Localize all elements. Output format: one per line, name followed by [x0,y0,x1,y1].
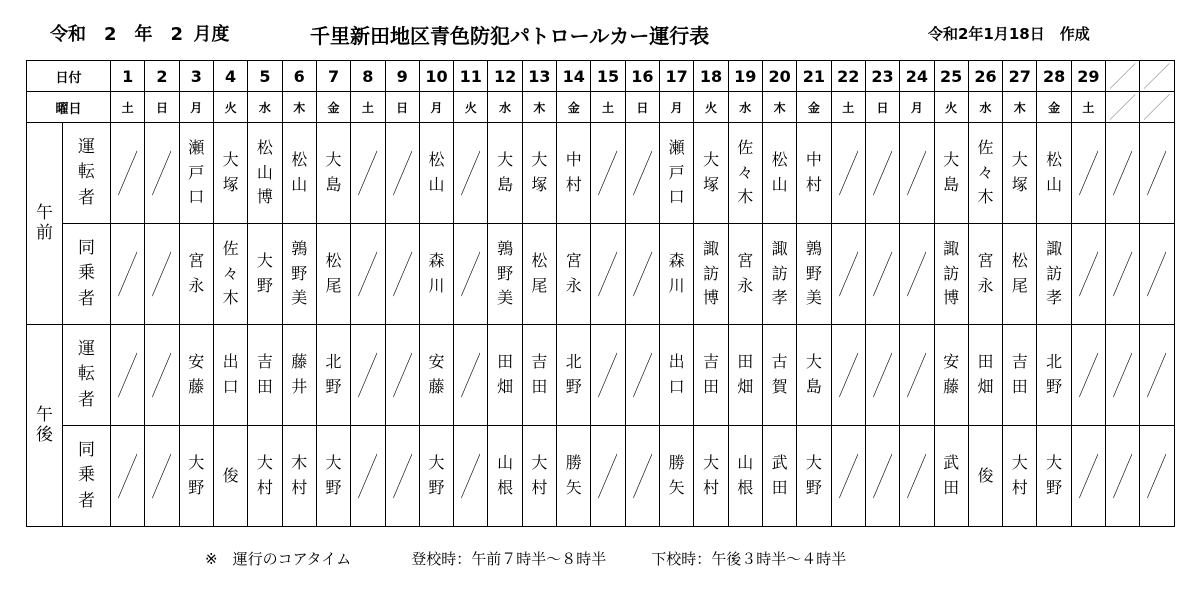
assignee-name: 大 村 [522,426,556,527]
assignee-name: 田 畑 [488,325,522,426]
no-patrol-slash [111,123,145,224]
no-patrol-slash [351,123,385,224]
day-number: 20 [762,61,796,92]
no-patrol-slash [831,426,865,527]
no-patrol-slash [1106,224,1140,325]
no-patrol-slash [454,123,488,224]
assignee-name: 吉 田 [248,325,282,426]
weekday: 金 [316,92,350,123]
assignee-name: 大 野 [316,426,350,527]
assignee-name: 出 口 [660,325,694,426]
assignee-name: 鶉 野 美 [488,224,522,325]
weekday: 月 [179,92,213,123]
no-patrol-slash [865,224,899,325]
assignee-name: 松 尾 [1003,224,1037,325]
no-patrol-slash [865,325,899,426]
weekday: 月 [419,92,453,123]
weekday: 土 [831,92,865,123]
duty-row [27,426,1175,527]
patrol-schedule-table [26,60,1175,527]
weekday: 土 [351,92,385,123]
day-number: 26 [968,61,1002,92]
assignee-name: 出 口 [213,325,247,426]
unused-day-slash [1106,92,1140,123]
assignee-name: 田 畑 [728,325,762,426]
day-number: 13 [522,61,556,92]
weekday: 水 [248,92,282,123]
assignee-name: 瀬 戸 口 [660,123,694,224]
assignee-name: 大 野 [797,426,831,527]
weekday: 木 [1003,92,1037,123]
day-number: 28 [1037,61,1071,92]
assignee-name: 松 山 [419,123,453,224]
no-patrol-slash [900,123,934,224]
day-number: 14 [557,61,591,92]
assignee-name: 大 村 [248,426,282,527]
no-patrol-slash [1140,426,1174,527]
assignee-name: 松 尾 [522,224,556,325]
assignee-name: 森 川 [660,224,694,325]
assignee-name: 北 野 [316,325,350,426]
no-patrol-slash [1071,224,1105,325]
assignee-name: 勝 矢 [660,426,694,527]
no-patrol-slash [900,325,934,426]
no-patrol-slash [111,224,145,325]
assignee-name: 宮 永 [557,224,591,325]
weekday: 木 [282,92,316,123]
assignee-name: 佐 々 木 [968,123,1002,224]
assignee-name: 宮 永 [179,224,213,325]
assignee-name: 木 村 [282,426,316,527]
date-row [27,61,1175,92]
weekday: 金 [1037,92,1071,123]
assignee-name: 松 尾 [316,224,350,325]
no-patrol-slash [625,224,659,325]
assignee-name: 宮 永 [968,224,1002,325]
weekday-label: 曜日 [27,92,111,123]
weekday: 火 [694,92,728,123]
assignee-name: 大 村 [694,426,728,527]
assignee-name: 吉 田 [1003,325,1037,426]
role-label: 同 乗 者 [63,426,111,527]
no-patrol-slash [625,325,659,426]
no-patrol-slash [591,123,625,224]
no-patrol-slash [145,224,179,325]
no-patrol-slash [831,123,865,224]
assignee-name: 佐 々 木 [213,224,247,325]
assignee-name: 吉 田 [522,325,556,426]
weekday: 木 [762,92,796,123]
assignee-name: 古 賀 [762,325,796,426]
assignee-name: 安 藤 [179,325,213,426]
weekday: 日 [865,92,899,123]
day-number: 24 [900,61,934,92]
day-number: 7 [316,61,350,92]
assignee-name: 大 野 [419,426,453,527]
weekday: 日 [145,92,179,123]
day-number: 27 [1003,61,1037,92]
day-number: 2 [145,61,179,92]
day-number: 29 [1071,61,1105,92]
no-patrol-slash [591,224,625,325]
assignee-name: 田 畑 [968,325,1002,426]
day-number: 16 [625,61,659,92]
no-patrol-slash [385,325,419,426]
assignee-name: 藤 井 [282,325,316,426]
day-number: 5 [248,61,282,92]
weekday: 火 [454,92,488,123]
document-title: 千里新田地区青色防犯パトロールカー運行表 [310,24,710,48]
no-patrol-slash [351,325,385,426]
no-patrol-slash [591,325,625,426]
day-number: 15 [591,61,625,92]
day-number: 8 [351,61,385,92]
no-patrol-slash [145,325,179,426]
no-patrol-slash [454,224,488,325]
assignee-name: 武 田 [934,426,968,527]
assignee-name: 俊 [968,426,1002,527]
assignee-name: 鶉 野 美 [282,224,316,325]
assignee-name: 佐 々 木 [728,123,762,224]
day-number: 21 [797,61,831,92]
weekday: 火 [213,92,247,123]
no-patrol-slash [900,224,934,325]
day-number: 9 [385,61,419,92]
period-label: 午 前 [27,123,63,325]
no-patrol-slash [1106,123,1140,224]
assignee-name: 北 野 [1037,325,1071,426]
assignee-name: 吉 田 [694,325,728,426]
no-patrol-slash [1140,325,1174,426]
day-number: 6 [282,61,316,92]
assignee-name: 安 藤 [419,325,453,426]
no-patrol-slash [385,426,419,527]
assignee-name: 安 藤 [934,325,968,426]
weekday: 金 [797,92,831,123]
assignee-name: 大 野 [1037,426,1071,527]
no-patrol-slash [1071,123,1105,224]
no-patrol-slash [1106,325,1140,426]
no-patrol-slash [454,325,488,426]
day-number: 3 [179,61,213,92]
day-number: 22 [831,61,865,92]
assignee-name: 大 野 [179,426,213,527]
assignee-name: 諏 訪 孝 [762,224,796,325]
weekday: 日 [385,92,419,123]
no-patrol-slash [145,123,179,224]
assignee-name: 山 根 [488,426,522,527]
day-number: 4 [213,61,247,92]
assignee-name: 瀬 戸 口 [179,123,213,224]
weekday: 土 [591,92,625,123]
unused-day-slash [1140,92,1174,123]
role-label: 運 転 者 [63,325,111,426]
weekday: 土 [1071,92,1105,123]
created-date: 令和2年1月18日 作成 [928,25,1090,43]
unused-day-slash [1140,61,1174,92]
no-patrol-slash [865,123,899,224]
duty-row [27,123,1175,224]
assignee-name: 北 野 [557,325,591,426]
role-label: 運 転 者 [63,123,111,224]
day-number: 10 [419,61,453,92]
weekday: 日 [625,92,659,123]
assignee-name: 大 塚 [213,123,247,224]
weekday: 金 [557,92,591,123]
assignee-name: 勝 矢 [557,426,591,527]
assignee-name: 山 根 [728,426,762,527]
assignee-name: 中 村 [797,123,831,224]
assignee-name: 大 島 [316,123,350,224]
assignee-name: 森 川 [419,224,453,325]
day-number: 19 [728,61,762,92]
assignee-name: 松 山 [762,123,796,224]
no-patrol-slash [625,426,659,527]
assignee-name: 大 塚 [522,123,556,224]
no-patrol-slash [1140,224,1174,325]
assignee-name: 諏 訪 孝 [1037,224,1071,325]
day-number: 25 [934,61,968,92]
assignee-name: 大 塚 [1003,123,1037,224]
assignee-name: 大 野 [248,224,282,325]
no-patrol-slash [111,325,145,426]
assignee-name: 諏 訪 博 [694,224,728,325]
assignee-name: 中 村 [557,123,591,224]
assignee-name: 鶉 野 美 [797,224,831,325]
weekday: 火 [934,92,968,123]
assignee-name: 宮 永 [728,224,762,325]
duty-row [27,325,1175,426]
assignee-name: 武 田 [762,426,796,527]
date-label: 日付 [27,61,111,92]
no-patrol-slash [591,426,625,527]
no-patrol-slash [454,426,488,527]
weekday: 月 [900,92,934,123]
assignee-name: 大 島 [488,123,522,224]
assignee-name: 松 山 博 [248,123,282,224]
weekday-row [27,92,1175,123]
weekday: 木 [522,92,556,123]
no-patrol-slash [145,426,179,527]
assignee-name: 俊 [213,426,247,527]
period-label: 午 後 [27,325,63,527]
day-number: 12 [488,61,522,92]
assignee-name: 大 塚 [694,123,728,224]
core-time-note: ※ 運行のコアタイム 登校時：午前７時半～８時半 下校時：午後３時半～４時半 [205,550,847,568]
duty-row [27,224,1175,325]
no-patrol-slash [831,325,865,426]
day-number: 18 [694,61,728,92]
no-patrol-slash [625,123,659,224]
weekday: 水 [488,92,522,123]
no-patrol-slash [865,426,899,527]
day-number: 11 [454,61,488,92]
no-patrol-slash [385,123,419,224]
day-number: 23 [865,61,899,92]
assignee-name: 大 村 [1003,426,1037,527]
day-number: 1 [111,61,145,92]
assignee-name: 諏 訪 博 [934,224,968,325]
assignee-name: 大 島 [797,325,831,426]
no-patrol-slash [351,224,385,325]
assignee-name: 松 山 [282,123,316,224]
no-patrol-slash [1106,426,1140,527]
no-patrol-slash [111,426,145,527]
no-patrol-slash [900,426,934,527]
assignee-name: 大 島 [934,123,968,224]
day-number: 17 [660,61,694,92]
weekday: 土 [111,92,145,123]
weekday: 水 [728,92,762,123]
no-patrol-slash [831,224,865,325]
no-patrol-slash [1071,325,1105,426]
no-patrol-slash [1140,123,1174,224]
weekday: 月 [660,92,694,123]
month-heading: 令和 2 年 2 月度 [50,24,230,45]
no-patrol-slash [385,224,419,325]
unused-day-slash [1106,61,1140,92]
no-patrol-slash [1071,426,1105,527]
no-patrol-slash [351,426,385,527]
role-label: 同 乗 者 [63,224,111,325]
weekday: 水 [968,92,1002,123]
assignee-name: 松 山 [1037,123,1071,224]
